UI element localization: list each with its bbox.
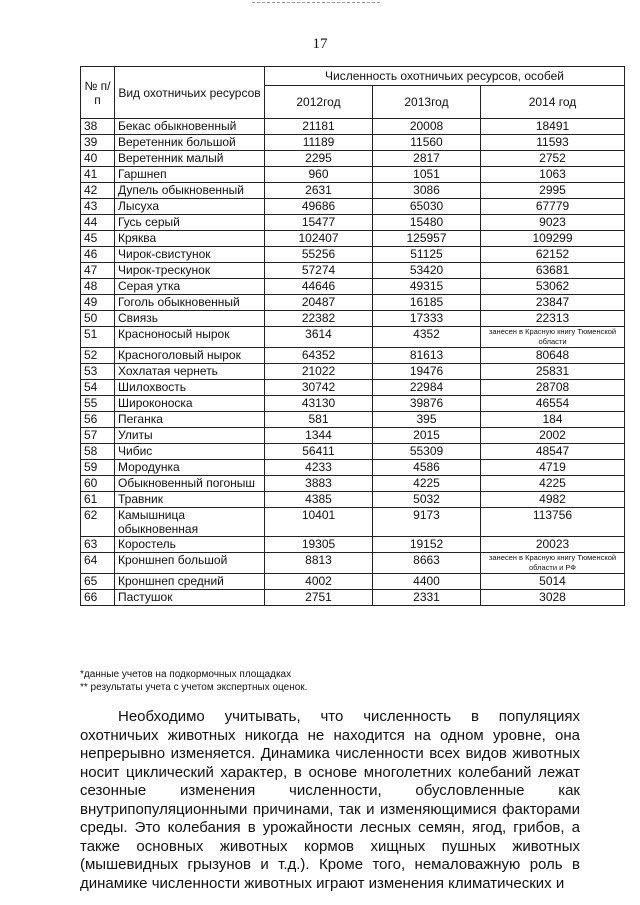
species-name: Пастушок xyxy=(115,590,265,606)
row-number: 47 xyxy=(81,263,115,279)
value-2012: 3883 xyxy=(265,476,373,492)
table-body xyxy=(81,119,625,606)
table-row xyxy=(81,476,625,492)
row-number: 41 xyxy=(81,167,115,183)
value-2013: 65030 xyxy=(373,199,481,215)
table-row xyxy=(81,167,625,183)
value-2012: 30742 xyxy=(265,380,373,396)
header-species: Вид охотничьих ресурсов xyxy=(115,67,265,119)
row-number: 50 xyxy=(81,311,115,327)
value-2013: 395 xyxy=(373,412,481,428)
species-name: Камышница обыкновенная xyxy=(115,508,265,537)
value-2014: 53062 xyxy=(481,279,625,295)
value-2012: 581 xyxy=(265,412,373,428)
row-number: 63 xyxy=(81,537,115,553)
row-number: 59 xyxy=(81,460,115,476)
value-2014: 63681 xyxy=(481,263,625,279)
value-2013: 5032 xyxy=(373,492,481,508)
table-row xyxy=(81,428,625,444)
row-number: 55 xyxy=(81,396,115,412)
species-name: Красноносый нырок xyxy=(115,327,265,348)
value-2014: 1063 xyxy=(481,167,625,183)
row-number: 44 xyxy=(81,215,115,231)
value-2014: 2995 xyxy=(481,183,625,199)
value-2012: 22382 xyxy=(265,311,373,327)
value-2012: 102407 xyxy=(265,231,373,247)
value-2014: занесен в Красную книгу Тюменской области и РФ xyxy=(481,553,625,574)
species-name: Улиты xyxy=(115,428,265,444)
value-2012: 3614 xyxy=(265,327,373,348)
value-2014: 4982 xyxy=(481,492,625,508)
row-number: 45 xyxy=(81,231,115,247)
species-name: Гоголь обыкновенный xyxy=(115,295,265,311)
value-2014: 4225 xyxy=(481,476,625,492)
row-number: 65 xyxy=(81,574,115,590)
row-number: 49 xyxy=(81,295,115,311)
footnotes xyxy=(80,668,307,694)
table-row xyxy=(81,199,625,215)
species-name: Чирок-трескунок xyxy=(115,263,265,279)
species-name: Шилохвость xyxy=(115,380,265,396)
table-row xyxy=(81,348,625,364)
value-2012: 1344 xyxy=(265,428,373,444)
table-row xyxy=(81,231,625,247)
value-2014: 2002 xyxy=(481,428,625,444)
value-2014: 67779 xyxy=(481,199,625,215)
value-2014: 48547 xyxy=(481,444,625,460)
value-2014: 3028 xyxy=(481,590,625,606)
value-2013: 53420 xyxy=(373,263,481,279)
species-name: Веретенник малый xyxy=(115,151,265,167)
species-name: Пеганка xyxy=(115,412,265,428)
value-2014: 4719 xyxy=(481,460,625,476)
table-row xyxy=(81,263,625,279)
value-2012: 20487 xyxy=(265,295,373,311)
species-name: Коростель xyxy=(115,537,265,553)
species-name: Веретенник большой xyxy=(115,135,265,151)
row-number: 56 xyxy=(81,412,115,428)
table-row xyxy=(81,553,625,574)
value-2012: 2631 xyxy=(265,183,373,199)
row-number: 57 xyxy=(81,428,115,444)
table-row xyxy=(81,412,625,428)
value-2012: 15477 xyxy=(265,215,373,231)
table-row xyxy=(81,590,625,606)
value-2013: 49315 xyxy=(373,279,481,295)
table-row xyxy=(81,396,625,412)
table-row xyxy=(81,311,625,327)
table-row xyxy=(81,279,625,295)
value-2013: 16185 xyxy=(373,295,481,311)
table-row xyxy=(81,537,625,553)
value-2014: 113756 xyxy=(481,508,625,537)
value-2014: 62152 xyxy=(481,247,625,263)
species-name: Гаршнеп xyxy=(115,167,265,183)
table-row xyxy=(81,135,625,151)
species-name: Хохлатая чернеть xyxy=(115,364,265,380)
header-year-2012: 2012год xyxy=(265,86,373,119)
value-2012: 2295 xyxy=(265,151,373,167)
species-name: Гусь серый xyxy=(115,215,265,231)
table-row xyxy=(81,444,625,460)
value-2013: 11560 xyxy=(373,135,481,151)
species-name: Кроншнеп большой xyxy=(115,553,265,574)
species-name: Кроншнеп средний xyxy=(115,574,265,590)
row-number: 58 xyxy=(81,444,115,460)
value-2014: 80648 xyxy=(481,348,625,364)
value-2014: 20023 xyxy=(481,537,625,553)
value-2013: 2015 xyxy=(373,428,481,444)
row-number: 60 xyxy=(81,476,115,492)
row-number: 62 xyxy=(81,508,115,537)
value-2012: 11189 xyxy=(265,135,373,151)
value-2014: занесен в Красную книгу Тюменской области xyxy=(481,327,625,348)
table-row xyxy=(81,460,625,476)
row-number: 46 xyxy=(81,247,115,263)
row-number: 51 xyxy=(81,327,115,348)
value-2013: 20008 xyxy=(373,119,481,135)
value-2013: 3086 xyxy=(373,183,481,199)
value-2012: 43130 xyxy=(265,396,373,412)
row-number: 54 xyxy=(81,380,115,396)
table-row xyxy=(81,151,625,167)
header-num: № п/п xyxy=(81,67,115,119)
value-2013: 15480 xyxy=(373,215,481,231)
value-2014: 9023 xyxy=(481,215,625,231)
species-name: Обыкновенный погоныш xyxy=(115,476,265,492)
body-paragraph: Необходимо учитывать, что численность в популяциях охотничьих животных никогда не находится на одном уровне, она непрерывно изменяется. Динамика численности всех видов животных носит циклический характер, в основе многолетних колебаний лежат сезонные изменения численности, обусловленные как внутрипопуляционными причинами, так и изменяющимися факторами среды. Это колебания в урожайности лесных семян, ягод, грибов, а также основных животных кормов хищных пушных животных (мышевидных грызунов и т.д.). Кроме того, немаловажную роль в динамике численности животных играют изменения климатических и xyxy=(80,708,580,892)
value-2012: 57274 xyxy=(265,263,373,279)
value-2012: 55256 xyxy=(265,247,373,263)
value-2013: 51125 xyxy=(373,247,481,263)
table-row xyxy=(81,508,625,537)
species-name: Красноголовый нырок xyxy=(115,348,265,364)
value-2014: 28708 xyxy=(481,380,625,396)
species-name: Свиязь xyxy=(115,311,265,327)
value-2013: 2331 xyxy=(373,590,481,606)
row-number: 53 xyxy=(81,364,115,380)
table-row xyxy=(81,380,625,396)
value-2013: 4352 xyxy=(373,327,481,348)
value-2013: 81613 xyxy=(373,348,481,364)
value-2013: 125957 xyxy=(373,231,481,247)
species-name: Кряква xyxy=(115,231,265,247)
row-number: 61 xyxy=(81,492,115,508)
value-2014: 5014 xyxy=(481,574,625,590)
table-row xyxy=(81,247,625,263)
value-2014: 184 xyxy=(481,412,625,428)
value-2014: 2752 xyxy=(481,151,625,167)
value-2012: 49686 xyxy=(265,199,373,215)
value-2014: 22313 xyxy=(481,311,625,327)
header-population: Численность охотничьих ресурсов, особей xyxy=(265,67,625,86)
species-name: Серая утка xyxy=(115,279,265,295)
table-row xyxy=(81,492,625,508)
value-2014: 18491 xyxy=(481,119,625,135)
population-table xyxy=(80,66,625,606)
header-year-2014: 2014 год xyxy=(481,86,625,119)
value-2013: 17333 xyxy=(373,311,481,327)
species-name: Чибис xyxy=(115,444,265,460)
row-number: 66 xyxy=(81,590,115,606)
value-2013: 22984 xyxy=(373,380,481,396)
value-2012: 21181 xyxy=(265,119,373,135)
header-year-2013: 2013год xyxy=(373,86,481,119)
row-number: 52 xyxy=(81,348,115,364)
value-2014: 25831 xyxy=(481,364,625,380)
value-2014: 109299 xyxy=(481,231,625,247)
value-2012: 21022 xyxy=(265,364,373,380)
table-row xyxy=(81,183,625,199)
value-2013: 19476 xyxy=(373,364,481,380)
value-2013: 1051 xyxy=(373,167,481,183)
footnote: ** результаты учета с учетом экспертных оценок. xyxy=(80,682,308,693)
value-2013: 8663 xyxy=(373,553,481,574)
page-number: 17 xyxy=(312,36,328,52)
value-2014: 11593 xyxy=(481,135,625,151)
row-number: 40 xyxy=(81,151,115,167)
value-2013: 55309 xyxy=(373,444,481,460)
row-number: 64 xyxy=(81,553,115,574)
species-name: Лысуха xyxy=(115,199,265,215)
value-2014: 46554 xyxy=(481,396,625,412)
value-2012: 64352 xyxy=(265,348,373,364)
value-2013: 4225 xyxy=(373,476,481,492)
value-2012: 56411 xyxy=(265,444,373,460)
row-number: 42 xyxy=(81,183,115,199)
species-name: Мородунка xyxy=(115,460,265,476)
value-2013: 4400 xyxy=(373,574,481,590)
value-2013: 39876 xyxy=(373,396,481,412)
species-name: Чирок-свистунок xyxy=(115,247,265,263)
value-2012: 4002 xyxy=(265,574,373,590)
value-2012: 8813 xyxy=(265,553,373,574)
value-2013: 4586 xyxy=(373,460,481,476)
top-divider xyxy=(252,2,380,3)
row-number: 38 xyxy=(81,119,115,135)
value-2012: 2751 xyxy=(265,590,373,606)
species-name: Дупель обыкновенный xyxy=(115,183,265,199)
value-2013: 2817 xyxy=(373,151,481,167)
value-2012: 960 xyxy=(265,167,373,183)
table-row xyxy=(81,364,625,380)
value-2014: 23847 xyxy=(481,295,625,311)
value-2012: 4233 xyxy=(265,460,373,476)
value-2013: 19152 xyxy=(373,537,481,553)
value-2012: 19305 xyxy=(265,537,373,553)
footnote: *данные учетов на подкормочных площадках xyxy=(80,669,292,680)
species-name: Бекас обыкновенный xyxy=(115,119,265,135)
table-row xyxy=(81,215,625,231)
value-2012: 44646 xyxy=(265,279,373,295)
value-2012: 4385 xyxy=(265,492,373,508)
table-row xyxy=(81,574,625,590)
value-2012: 10401 xyxy=(265,508,373,537)
table-row xyxy=(81,119,625,135)
species-name: Широконоска xyxy=(115,396,265,412)
row-number: 48 xyxy=(81,279,115,295)
species-name: Травник xyxy=(115,492,265,508)
table-row xyxy=(81,327,625,348)
row-number: 39 xyxy=(81,135,115,151)
row-number: 43 xyxy=(81,199,115,215)
table-row xyxy=(81,295,625,311)
value-2013: 9173 xyxy=(373,508,481,537)
